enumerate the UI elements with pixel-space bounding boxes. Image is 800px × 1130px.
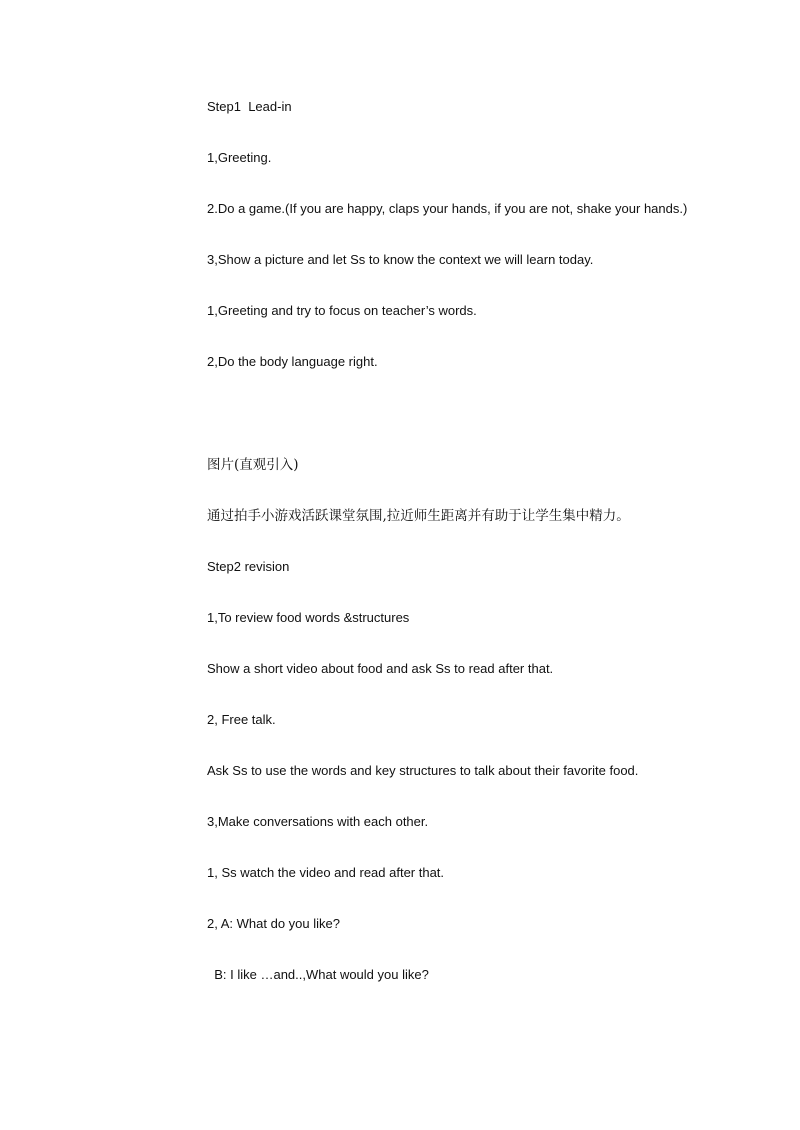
design-intent-note: 通过拍手小游戏活跃课堂氛围,拉近师生距离并有助于让学生集中精力。 [207,508,630,524]
teacher-activity-video: Show a short video about food and ask Ss to read after that. [207,661,554,676]
student-activity-video: 1, Ss watch the video and read after that. [207,865,445,880]
teacher-activity-greeting: 1,Greeting. [207,150,272,165]
teacher-activity-free-talk-detail: Ask Ss to use the words and key structures to talk about their favorite food. [207,763,639,778]
teacher-activity-free-talk: 2, Free talk. [207,712,276,727]
media-note: 图片(直观引入) [207,457,299,473]
teacher-activity-conversations: 3,Make conversations with each other. [207,814,429,829]
step1-heading: Step1 Lead-in [207,99,292,114]
teacher-activity-game: 2.Do a game.(If you are happy, claps your hands, if you are not, shake your hands.) [207,201,688,216]
dialogue-line-b: B: I like …and..,What would you like? [207,967,429,982]
dialogue-line-a: 2, A: What do you like? [207,916,340,931]
student-activity-greeting: 1,Greeting and try to focus on teacher’s words. [207,303,477,318]
student-activity-body-language: 2,Do the body language right. [207,354,378,369]
teacher-activity-picture: 3,Show a picture and let Ss to know the context we will learn today. [207,252,594,267]
teacher-activity-review: 1,To review food words &structures [207,610,410,625]
step2-heading: Step2 revision [207,559,290,574]
